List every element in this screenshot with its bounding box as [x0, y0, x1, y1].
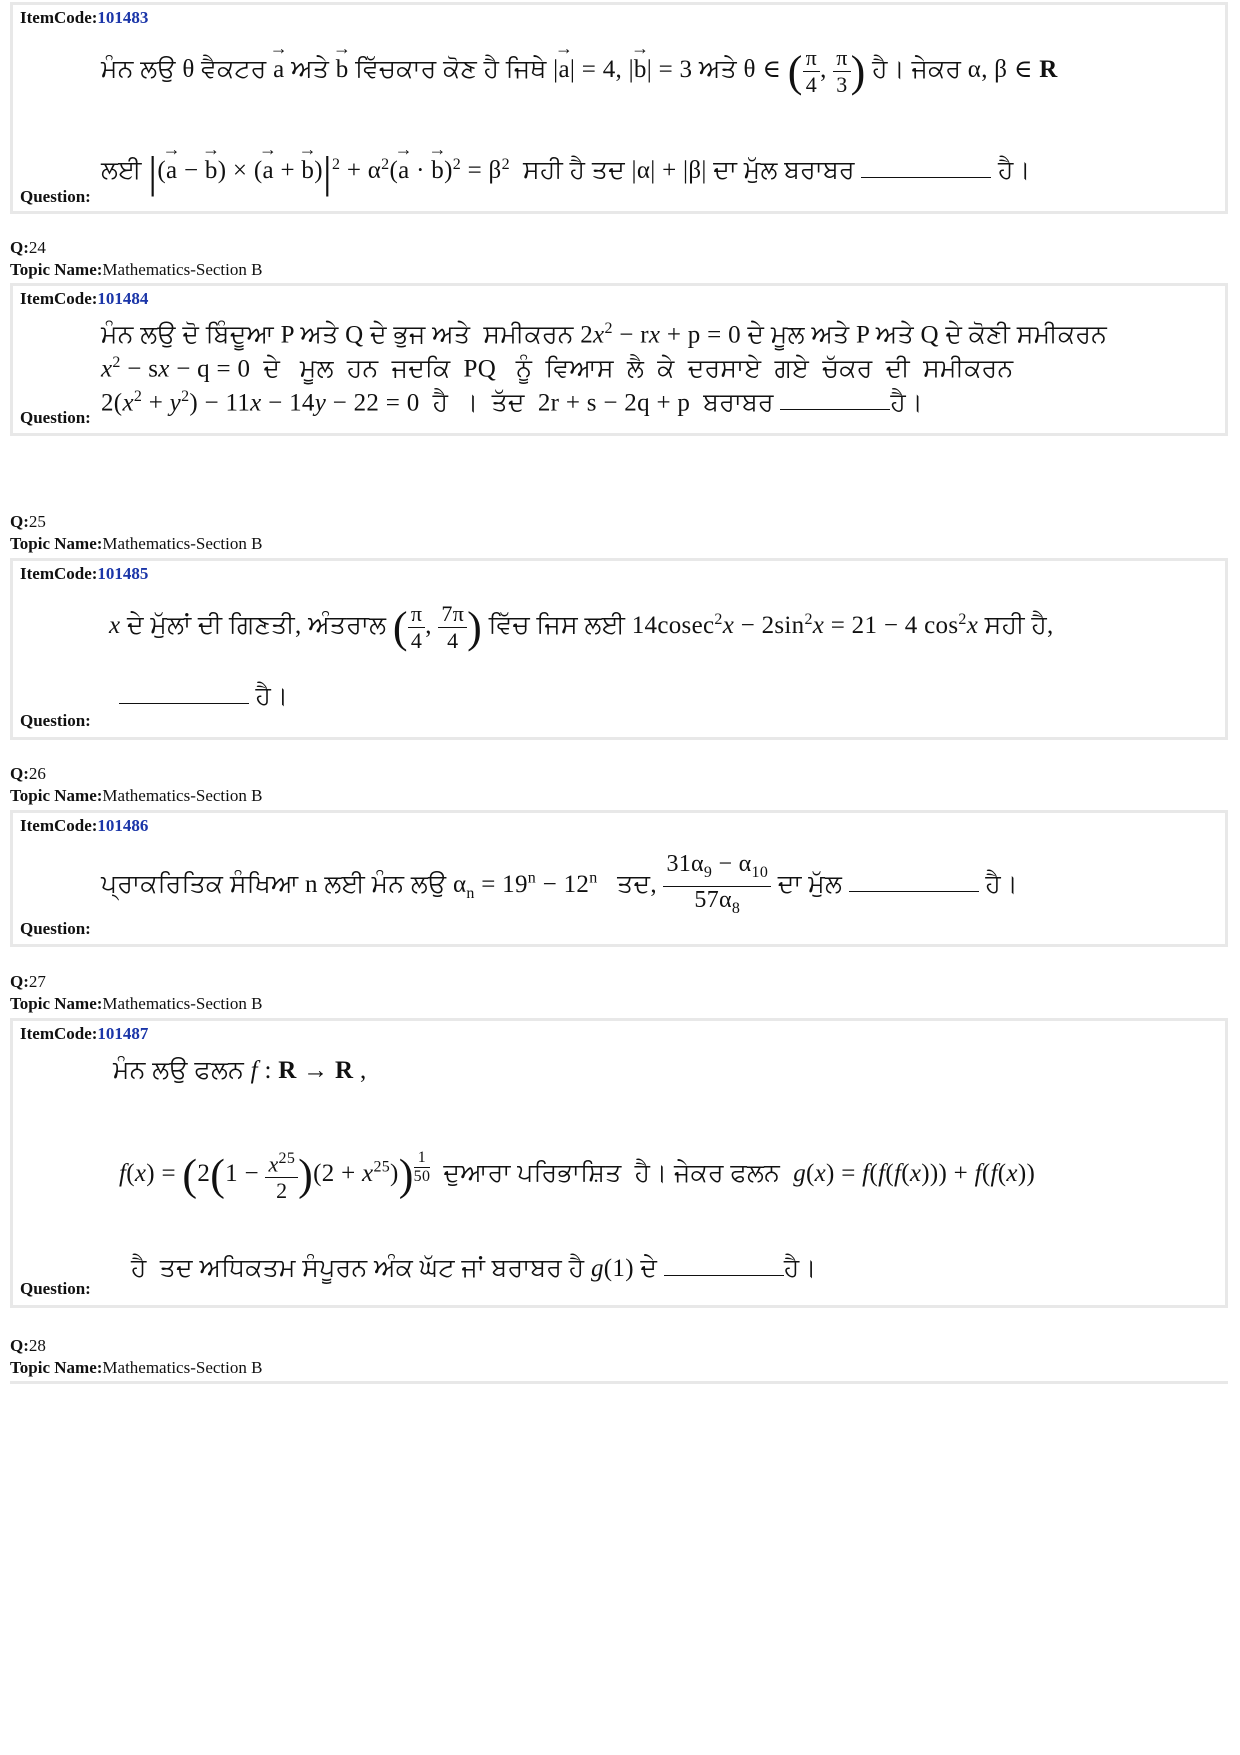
answer-blank: [780, 389, 890, 410]
question-number: Q:25: [10, 512, 46, 531]
item-code: ItemCode:101483: [20, 8, 149, 27]
question-text-line: ਮੰਨ ਲਉ ਦੋ ਬਿੰਦੂਆ P ਅਤੇ Q ਦੇ ਭੁਜ ਅਤੇ ਸਮੀਕਰਨ $2x^2$ − rx + p = 0 ਦੇ ਮੂਲ ਅਤੇ P ਅਤੇ Q ਦੇ ਕੋਣੀ ਸਮੀਕਰਨ: [101, 320, 1108, 349]
answer-blank: [849, 871, 979, 892]
question-label: Question:: [20, 919, 91, 938]
topic-name: Topic Name:Mathematics-Section B: [10, 260, 263, 279]
question-label: Question:: [20, 1279, 91, 1298]
question-text-line: $2(x^2 + y^2) - 11x - 14y - 22 = 0$ ਹੈ । ਤੱਦ 2r + s − 2q + p ਬਰਾਬਰ ਹੈ।: [101, 388, 924, 417]
question-number: Q:24: [10, 238, 46, 257]
section-divider: [10, 1381, 1228, 1384]
question-text-line: ਮੰਨ ਲਉ ਫਲਨ f : R → R ,: [113, 1057, 367, 1084]
topic-name: Topic Name:Mathematics-Section B: [10, 994, 263, 1013]
answer-blank: [119, 683, 249, 704]
question-box: [10, 2, 1228, 214]
question-label: Question:: [20, 711, 91, 730]
question-box: [10, 558, 1228, 740]
question-text-line: ਹੈ ਤਦ ਅਧਿਕਤਮ ਸੰਪੂਰਨ ਅੰਕ ਘੱਟ ਜਾਂ ਬਰਾਬਰ ਹੈ g(1) ਦੇ ਹੈ।: [131, 1255, 817, 1282]
question-label: Question:: [20, 187, 91, 206]
question-text-line: x ਦੇ ਮੁੱਲਾਂ ਦੀ ਗਿਣਤੀ, ਅੰਤਰਾਲ ( $\frac{\pi}{4}$ , $\frac{7\pi}{4}$ ) ਵਿੱਚ ਜਿਸ ਲਈ $14cosec^2x - 2\sin^2x = 21 - 4$ $\cos^2x$ ਸਹੀ ਹੈ,: [109, 601, 1054, 653]
topic-name: Topic Name:Mathematics-Section B: [10, 534, 263, 553]
question-number: Q:28: [10, 1336, 46, 1355]
question-text-line: ਮੰਨ ਲਉ θ ਵੈਕਟਰ → a ਅਤੇ → b ਵਿੱਚਕਾਰ ਕੋਣ ਹੈ ਜਿਥੇ | → a| = 4, | → b| = 3 ਅਤੇ θ ∈ ( $\frac{\pi}{4}$ , $\frac{\pi}{3}$ ) ਹੈ। ਜੇਕਰ α, β ∈ R: [101, 38, 1058, 97]
item-code: ItemCode:101486: [20, 816, 149, 835]
question-number: Q:26: [10, 764, 46, 783]
answer-blank: [664, 1255, 784, 1276]
item-code: ItemCode:101484: [20, 289, 149, 308]
question-number: Q:27: [10, 972, 46, 991]
question-box: [10, 1018, 1228, 1308]
question-text-line: f(x) = (2(1 − $\frac{x^{25}}{2}$ )$(2 + x^{25})$) $^{\frac{1}{50}}$ ਦੁਆਰਾ ਪਰਿਭਾਸ਼ਿਤ ਹੈ। ਜੇਕਰ ਫਲਨ g(x) = f(f(f(x))) + f(f(x)): [119, 1146, 1035, 1204]
topic-name: Topic Name:Mathematics-Section B: [10, 786, 263, 805]
question-text-line: ਹੈ।: [119, 683, 288, 711]
item-code: ItemCode:101487: [20, 1024, 149, 1043]
question-label: Question:: [20, 408, 91, 427]
question-text-line: ਪ੍ਰਾਕਰਿਤਿਕ ਸੰਖਿਆ n ਲਈ ਮੰਨ ਲਉ $\alpha_n = 19^n - 12^n$ ਤਦ, $\frac{31\alpha_9 - \alpha_{10}}{57\alpha_8}$ ਦਾ ਮੁੱਲ ਹੈ।: [101, 851, 1019, 917]
item-code: ItemCode:101485: [20, 564, 149, 583]
question-box: [10, 810, 1228, 947]
question-box: [10, 283, 1228, 436]
topic-name: Topic Name:Mathematics-Section B: [10, 1358, 263, 1377]
question-text-line: $x^2$ − sx − q = 0 ਦੇ ਮੂਲ ਹਨ ਜਦਕਿ PQ ਨੂੰ ਵਿਆਸ ਲੈ ਕੇ ਦਰਸਾਏ ਗਏ ਚੱਕਰ ਦੀ ਸਮੀਕਰਨ: [101, 354, 1014, 383]
question-text-line: ਲਈ |( → a − → b) × ( → a + → $b)|^2 + \alpha^2$( → a · → $b)^2 = \beta^2$ ਸਹੀ ਹੈ ਤਦ |α| + |β| ਦਾ ਮੁੱਲ ਬਰਾਬਰ ਹੈ।: [101, 139, 1031, 197]
answer-blank: [861, 157, 991, 178]
